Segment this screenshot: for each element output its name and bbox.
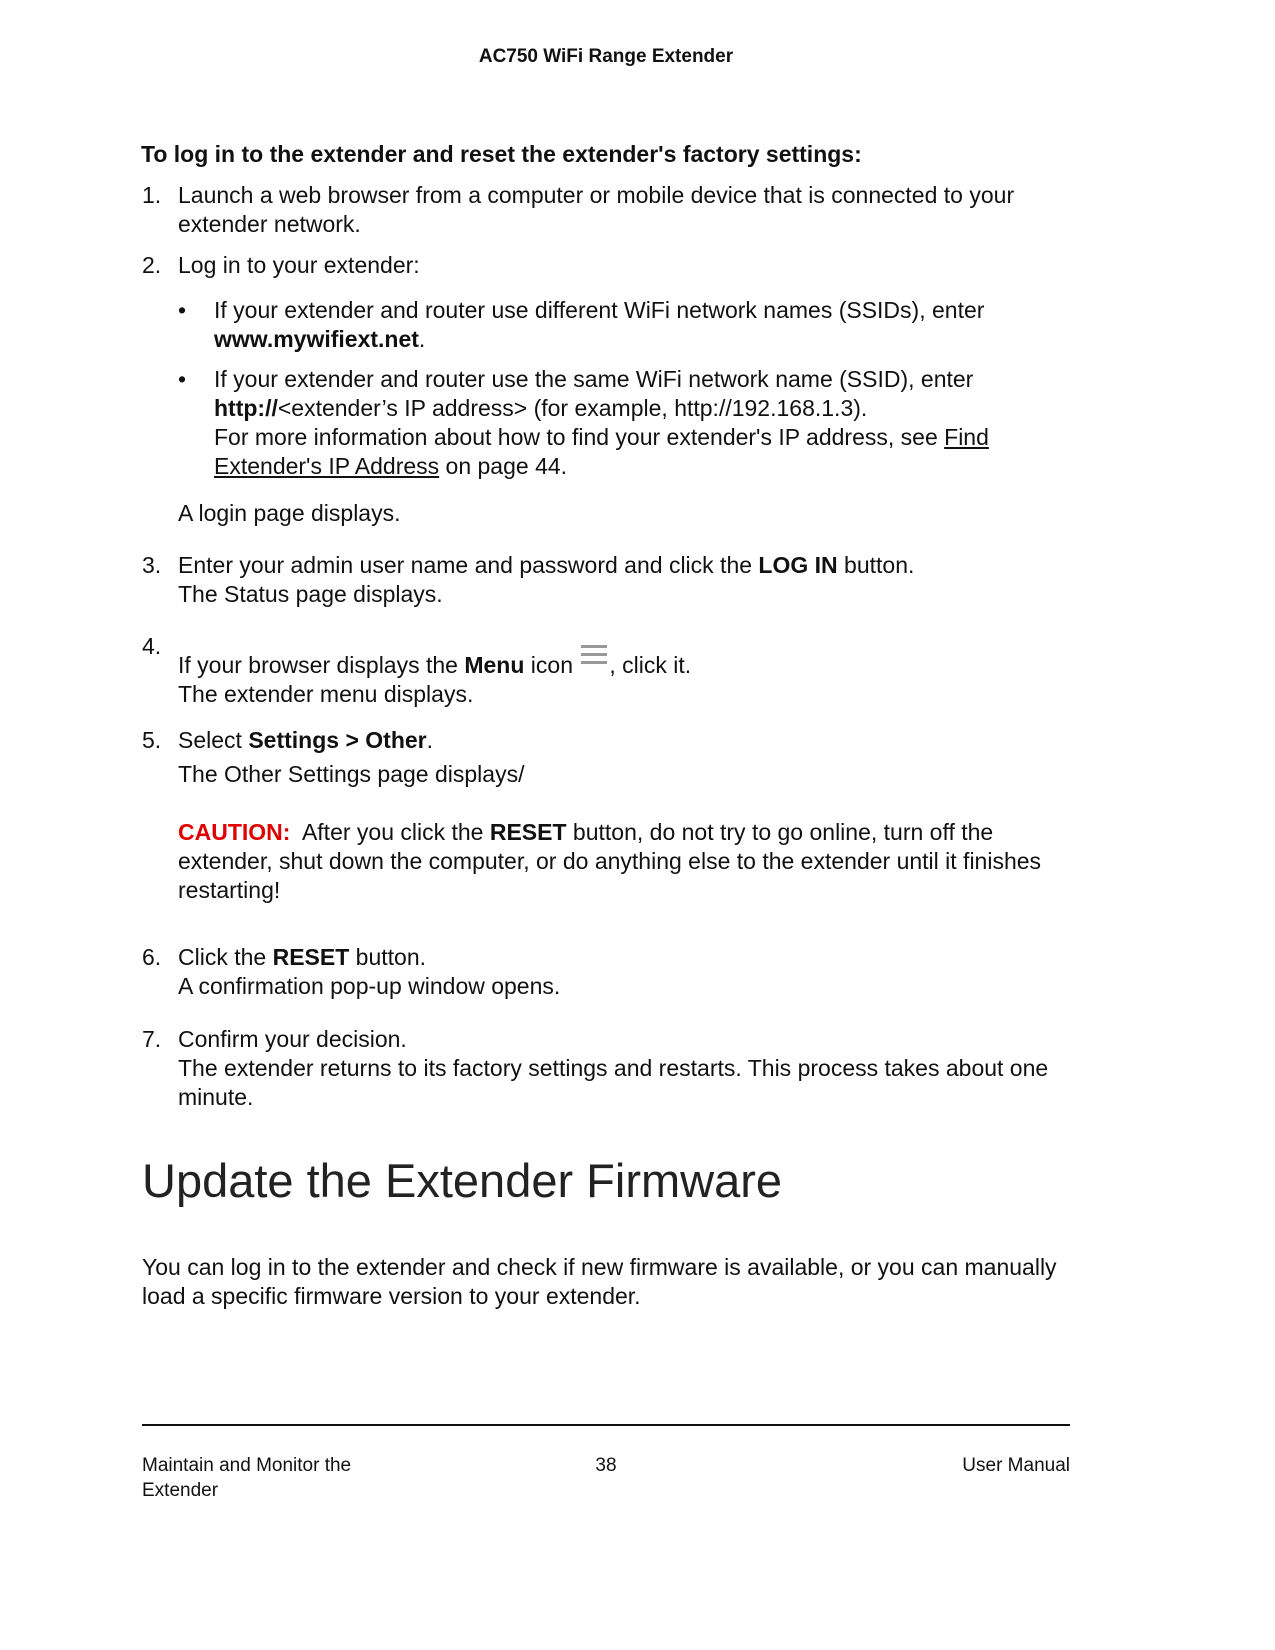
text: on page 44.	[439, 453, 568, 479]
bullet-item	[214, 365, 1074, 481]
step-result: The extender menu displays.	[178, 681, 474, 707]
section-title: Update the Extender Firmware	[142, 1154, 783, 1207]
step-number: 4.	[142, 633, 162, 659]
text: If your browser displays the	[178, 652, 465, 678]
bullet-icon: •	[178, 366, 187, 392]
step-text: Log in to your extender:	[178, 252, 420, 278]
text: Enter your admin user name and password and click the	[178, 552, 759, 578]
step-result: The extender returns to its factory settings and restarts. This process takes about one minute.	[178, 1055, 1049, 1110]
text: For more information about how to find your extender's IP address, see	[214, 424, 945, 450]
text: button.	[837, 552, 915, 578]
step-text	[178, 551, 1078, 609]
step-result: A confirmation pop-up window opens.	[178, 973, 561, 999]
menu-icon	[581, 645, 607, 665]
footer-doc-type: User Manual	[962, 1455, 1070, 1476]
footer-chapter: Maintain and Monitor the Extender	[142, 1455, 352, 1501]
text: .	[426, 727, 434, 753]
procedure-title: To log in to the extender and reset the extender's factory settings:	[141, 141, 862, 167]
url-text: www.mywifiext.net	[214, 326, 419, 352]
step-result: The Status page displays.	[178, 581, 443, 607]
ui-term: RESET	[272, 944, 350, 970]
step-text	[178, 645, 1078, 709]
step-text: Launch a web browser from a computer or mobile device that is connected to your extender network.	[178, 182, 1015, 237]
text: button.	[349, 944, 427, 970]
text: .	[418, 326, 426, 352]
step-number: 5.	[142, 727, 162, 753]
bullet-icon: •	[178, 297, 187, 323]
caution-label: CAUTION:	[178, 819, 291, 845]
step-number: 6.	[142, 944, 162, 970]
step-number: 1.	[142, 182, 162, 208]
ui-term: Settings > Other	[248, 727, 427, 753]
step-number: 3.	[142, 552, 162, 578]
text: After you click the	[290, 819, 490, 845]
text: Confirm your decision.	[178, 1026, 407, 1052]
bullet-item	[214, 296, 1074, 354]
text: If your extender and router use different WiFi network names (SSIDs), enter	[214, 297, 985, 323]
step-number: 2.	[142, 252, 162, 278]
caution-note	[178, 818, 1073, 905]
step-text	[178, 726, 1078, 755]
step-result: The Other Settings page displays/	[178, 761, 525, 787]
url-text: http://	[214, 395, 278, 421]
section-body: You can log in to the extender and check if new firmware is available, or you can manually load a specific firmware version to your extender.	[142, 1254, 1057, 1309]
text: If your extender and router use the same WiFi network name (SSID), enter	[214, 366, 974, 392]
find-ip-address-link[interactable]: Find Extender's IP Address	[214, 424, 989, 479]
step-text	[178, 943, 1078, 1001]
text: , click it.	[609, 652, 692, 678]
text: Select	[178, 727, 249, 753]
step-result: A login page displays.	[178, 500, 401, 526]
page-number: 38	[595, 1455, 617, 1476]
ui-term: RESET	[489, 819, 567, 845]
running-header: AC750 WiFi Range Extender	[478, 46, 734, 67]
step-number: 7.	[142, 1026, 162, 1052]
ui-term: LOG IN	[758, 552, 838, 578]
ui-term: Menu	[464, 652, 525, 678]
text: button, do not try to go online, turn off the extender, shut down the computer, or do anything else to the extender until it finishes restarting!	[178, 819, 1042, 903]
step-text	[178, 1025, 1058, 1112]
text: <extender’s IP address> (for example, http://192.168.1.3).	[277, 395, 868, 421]
footer-rule	[142, 1424, 1070, 1426]
text: Click the	[178, 944, 273, 970]
text: icon	[524, 652, 580, 678]
